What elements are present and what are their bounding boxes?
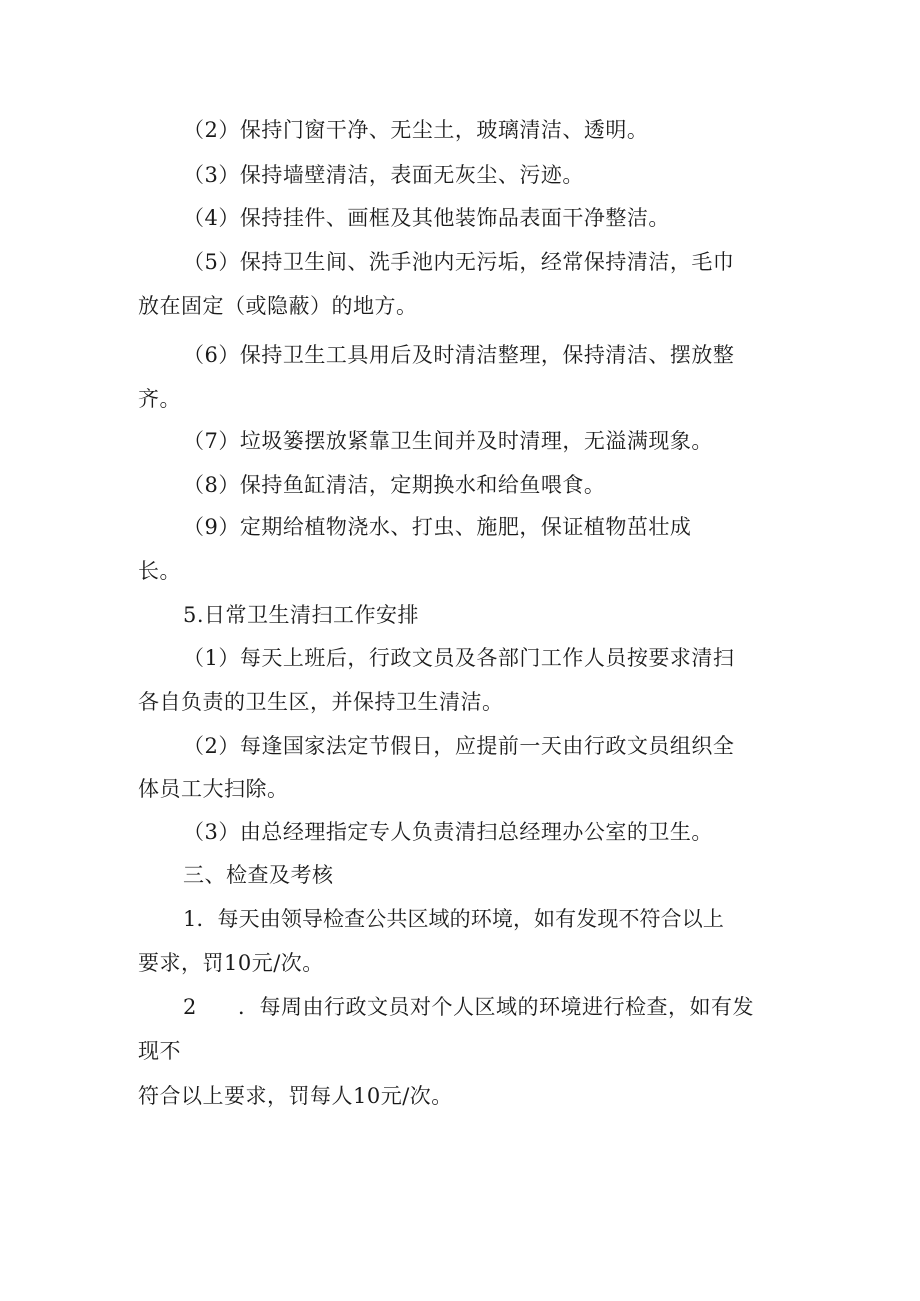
text-line-19: ．每周由行政文员对个人区域的环境进行检查，如有发 <box>238 995 754 1019</box>
chapter-heading: 三、检查及考核 <box>183 863 334 887</box>
text-line-4: （5）保持卫生间、洗手池内无污垢，经常保持清洁，毛巾 <box>183 250 735 274</box>
text-line-18: 要求，罚10元/次。 <box>138 951 324 975</box>
text-line-12: （1）每天上班后，行政文员及各部门工作人员按要求清扫 <box>183 646 735 670</box>
text-line-6: （6）保持卫生工具用后及时清洁整理，保持清洁、摆放整 <box>183 343 735 367</box>
text-line-7: 齐。 <box>138 387 181 411</box>
text-line-20: 现不 <box>138 1039 181 1063</box>
text-line-1: （2）保持门窗干净、无尘土，玻璃清洁、透明。 <box>183 118 649 142</box>
list-number-2: 2 <box>183 995 197 1019</box>
text-line-14: （2）每逢国家法定节假日，应提前一天由行政文员组织全 <box>183 734 735 758</box>
text-line-16: （3）由总经理指定专人负责清扫总经理办公室的卫生。 <box>183 820 713 844</box>
text-line-9: （8）保持鱼缸清洁，定期换水和给鱼喂食。 <box>183 473 606 497</box>
text-line-3: （4）保持挂件、画框及其他装饰品表面干净整洁。 <box>183 206 670 230</box>
text-line-17: 1．每天由领导检查公共区域的环境，如有发现不符合以上 <box>183 907 724 931</box>
section-heading: 5.日常卫生清扫工作安排 <box>183 603 420 627</box>
text-line-10: （9）定期给植物浇水、打虫、施肥，保证植物茁壮成 <box>183 515 692 539</box>
text-line-13: 各自负责的卫生区，并保持卫生清洁。 <box>138 690 504 714</box>
text-line-2: （3）保持墙壁清洁，表面无灰尘、污迹。 <box>183 163 584 187</box>
text-line-15: 体员工大扫除。 <box>138 777 289 801</box>
text-line-21: 符合以上要求，罚每人10元/次。 <box>138 1084 453 1108</box>
text-line-8: （7）垃圾篓摆放紧靠卫生间并及时清理，无溢满现象。 <box>183 429 713 453</box>
text-line-5: 放在固定（或隐蔽）的地方。 <box>138 294 418 318</box>
text-line-11: 长。 <box>138 559 181 583</box>
